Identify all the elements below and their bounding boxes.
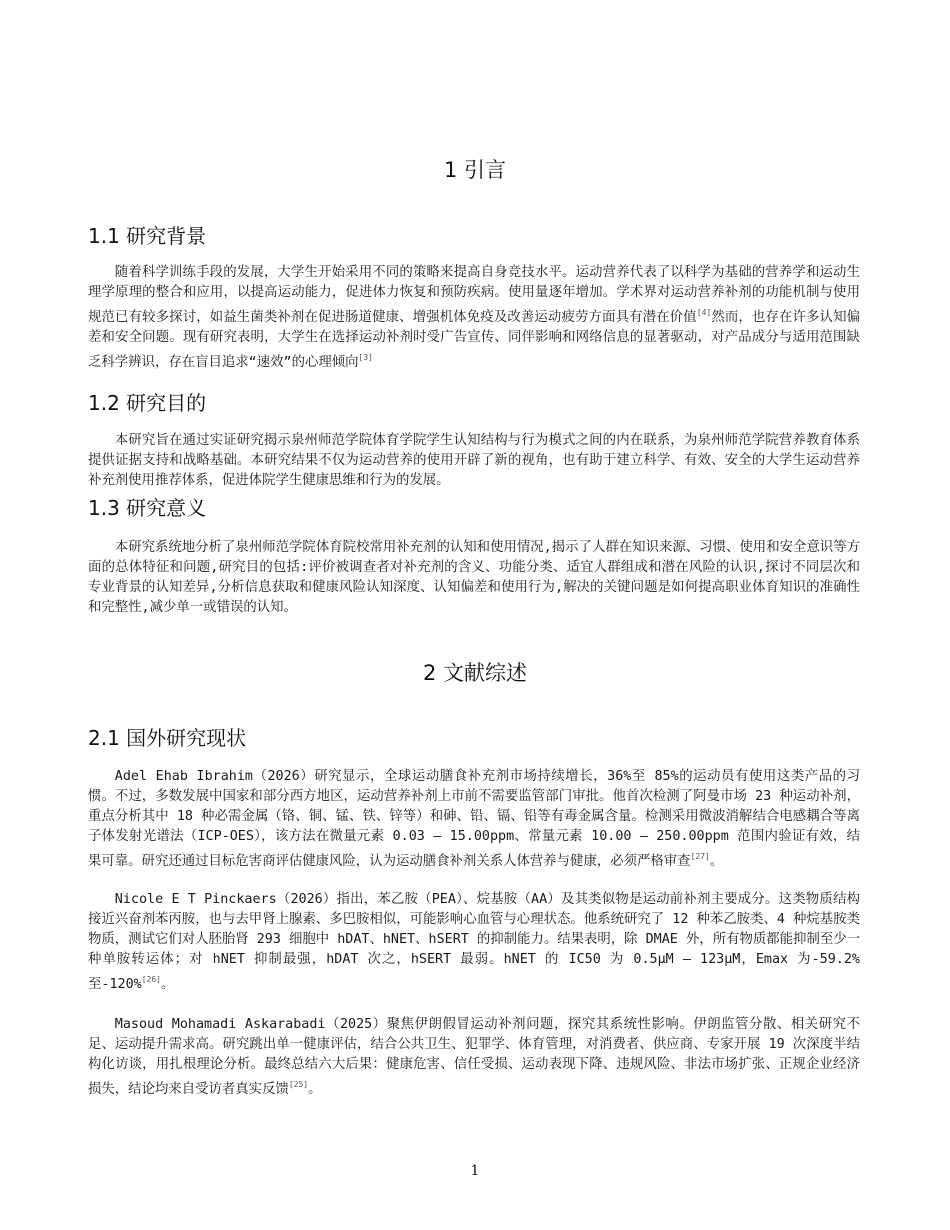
paragraph-ibrahim (88, 767, 860, 872)
paragraph-research-purpose: 本研究旨在通过实证研究揭示泉州师范学院体育学院学生认知结构与行为模式之间的内在联系，为泉州师范学院营养教育体系提供证据支持和战略基础。本研究结果不仅为运动营养的使用开辟了新的视角，也有助于建立科学、有效、安全的大学生运动营养补充剂使用推荐体系，促进体院学生健康思维和行为的发展。 (88, 433, 860, 489)
paragraph-text: 随着科学训练手段的发展，大学生开始采用不同的策略来提高自身竞技水平。运动营养代表了以科学为基础的营养学和运动生理学原理的整合和应用，以提高运动能力，促进体力恢复和预防疾病。使用量逐年增加。学术界对运动营养补剂的功能机制与使用规范已有较多探讨，如益生菌类补剂在促进肠道健康、增强机体免疫及改善运动疲劳方面具有潜在价值 (88, 265, 860, 326)
heading-research-purpose: 1.2 研究目的 (88, 391, 207, 415)
page-number: 1 (470, 1163, 480, 1179)
paragraph-text: 然而，也存在许多认知偏差和安全问题。现有研究表明，大学生在选择运动补剂时受广告宣传、同伴影响和网络信息的显著驱动，对产品成分与适用范围缺乏科学辨识，存在盲目追求“速效”的心理倾向 (88, 310, 861, 371)
heading-foreign-research: 2.1 国外研究现状 (88, 726, 247, 750)
heading-research-background: 1.1 研究背景 (88, 224, 207, 248)
paragraph-text: 。 (709, 854, 724, 870)
citation-marker: [27] (690, 852, 710, 862)
paragraph-research-significance: 本研究系统地分析了泉州师范学院体育院校常用补充剂的认知和使用情况,揭示了人群在知识来源、习惯、使用和安全意识等方面的总体特征和问题,研究目的包括:评价被调查者对补充剂的含义、功能分类、适宜人群组成和潜在风险的认识,探讨不同层次和专业背景的认知差异,分析信息获取和健康风险认知深度、认知偏差和使用行为,解决的关键问题是如何提高职业体育知识的准确性和完整性,减少单一或错误的认知。 (88, 540, 860, 616)
citation-marker: [25] (288, 1080, 309, 1090)
heading-research-significance: 1.3 研究意义 (88, 496, 207, 520)
paragraph-text: 。 (308, 1082, 322, 1098)
paragraph-pinckaers (88, 890, 860, 995)
paragraph-text: Masoud Mohamadi Askarabadi（2025）聚焦伊朗假冒运动补剂问题，探究其系统性影响。伊朗监管分散、相关研究不足、运动提升需求高。研究跳出单一健康评估，结合公共卫生、犯罪学、体育管理，对消费者、供应商、专家开展 19 次深度半结构化访谈，用扎根理论分析。最终总结六大后果：健康危害、信任受损、运动表现下降、违规风险、非法市场扩张、正规企业经济损失，结论均来自受访者真实反馈 (88, 1017, 860, 1098)
section-title-literature-review: 2 文献综述 (422, 661, 528, 685)
citation-marker: [4] (696, 308, 712, 318)
paragraph-text: Nicole E T Pinckaers（2026）指出，苯乙胺（PEA）、烷基胺（AA）及其类似物是运动前补剂主要成分。这类物质结构接近兴奋剂苯丙胺，也与去甲肾上腺素、多巴胺相似，可能影响心血管与心理状态。他系统研究了 12 种苯乙胺类、4 种烷基胺类物质，测试它们对人胚胎肾 293 细胞中 hDAT、hNET、hSERT 的抑制能力。结果表明，除 DMAE 外，所有物质都能抑制至少一种单胺转运体；对 hNET 抑制最强，hDAT 次之，hSERT 最弱。hNET 的 IC50 为 0.5μM – 123μM，Emax 为-59.2%至-120% (88, 892, 861, 993)
paragraph-askarabadi (88, 1015, 860, 1100)
paragraph-text: Adel Ehab Ibrahim（2026）研究显示，全球运动膳食补充剂市场持续增长，36%至 85%的运动员有使用这类产品的习惯。不过，多数发展中国家和部分西方地区，运动营养补剂上市前不需要监管部门审批。他首次检测了阿曼市场 23 种运动补剂，重点分析其中 18 种必需金属（铬、铜、锰、铁、锌等）和砷、铅、镉、铅等有毒金属含量。检测采用微波消解结合电感耦合等离子体发射光谱法（ICP-OES），该方法在微量元素 0.03 – 15.00ppm、常量元素 10.00 – 250.00ppm 范围内验证有效，结果可靠。研究还通过目标危害商评估健康风险，认为运动膳食补剂关系人体营养与健康，必须严格审查 (88, 769, 860, 870)
citation-marker: [26] (141, 975, 161, 985)
section-title-introduction: 1 引言 (443, 158, 507, 182)
citation-marker: [3] (358, 353, 373, 363)
paragraph-research-background (88, 263, 860, 373)
paragraph-text: 。 (160, 977, 175, 993)
